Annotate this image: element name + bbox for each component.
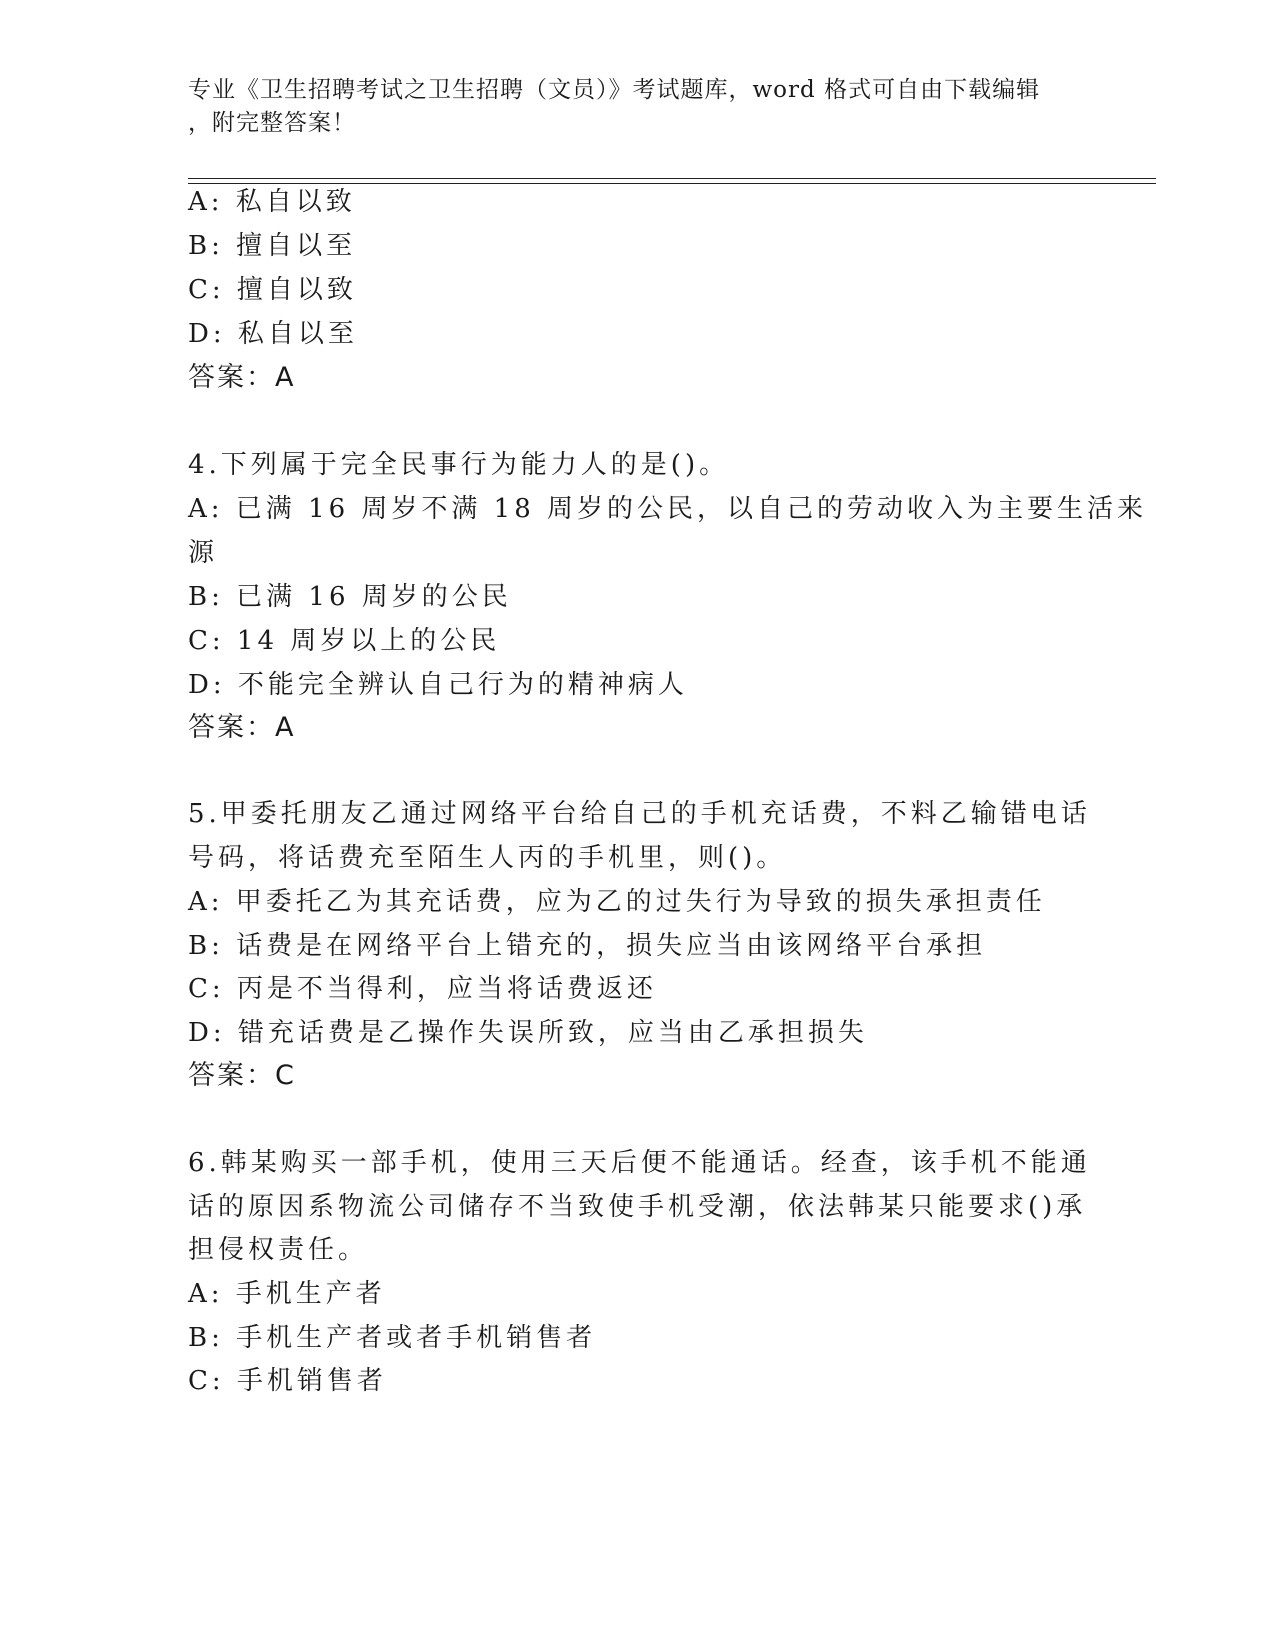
q3-option-c: C: 擅自以致 [188, 275, 357, 305]
q4-option-d: D: 不能完全辨认自己行为的精神病人 [188, 670, 688, 700]
header-line-2: ，附完整答案！ [188, 110, 356, 136]
q3-option-a: A: 私自以致 [188, 187, 356, 217]
q6-option-a: A: 手机生产者 [188, 1279, 386, 1309]
q4-option-c: C: 14 周岁以上的公民 [188, 626, 501, 656]
q6-option-c: C: 手机销售者 [188, 1366, 387, 1396]
q6-option-b: B: 手机生产者或者手机销售者 [188, 1323, 597, 1353]
q4-answer: 答案：A [188, 712, 296, 743]
q4-option-a-continued: 源 [188, 538, 219, 568]
q5-option-c: C: 丙是不当得利，应当将话费返还 [188, 974, 657, 1004]
q5-question-line-1: 5.甲委托朋友乙通过网络平台给自己的手机充话费，不料乙输错电话 [188, 799, 1091, 829]
q4-question: 4.下列属于完全民事行为能力人的是()。 [188, 450, 730, 480]
q6-question-line-2: 话的原因系物流公司储存不当致使手机受潮，依法韩某只能要求()承 [188, 1192, 1087, 1222]
header-line-1: 专业《卫生招聘考试之卫生招聘（文员）》考试题库，word 格式可自由下载编辑 [188, 77, 1041, 103]
q5-option-b: B: 话费是在网络平台上错充的，损失应当由该网络平台承担 [188, 931, 987, 961]
header-divider-bottom [188, 183, 1156, 184]
q4-option-a: A: 已满 16 周岁不满 18 周岁的公民，以自己的劳动收入为主要生活来 [188, 494, 1148, 524]
q3-answer: 答案：A [188, 362, 296, 393]
document-header [188, 74, 1088, 140]
q3-option-b: B: 擅自以至 [188, 231, 357, 261]
q4-option-b: B: 已满 16 周岁的公民 [188, 582, 512, 612]
q5-answer: 答案：C [188, 1060, 296, 1091]
q6-question-line-3: 担侵权责任。 [188, 1235, 369, 1265]
q5-option-a: A: 甲委托乙为其充话费，应为乙的过失行为导致的损失承担责任 [188, 887, 1046, 917]
q3-option-d: D: 私自以至 [188, 319, 358, 349]
q6-question-line-1: 6.韩某购买一部手机，使用三天后便不能通话。经查，该手机不能通 [188, 1148, 1091, 1178]
q5-question-line-2: 号码，将话费充至陌生人丙的手机里，则()。 [188, 843, 787, 873]
header-divider-top [188, 178, 1156, 179]
q5-option-d: D: 错充话费是乙操作失误所致，应当由乙承担损失 [188, 1018, 868, 1048]
